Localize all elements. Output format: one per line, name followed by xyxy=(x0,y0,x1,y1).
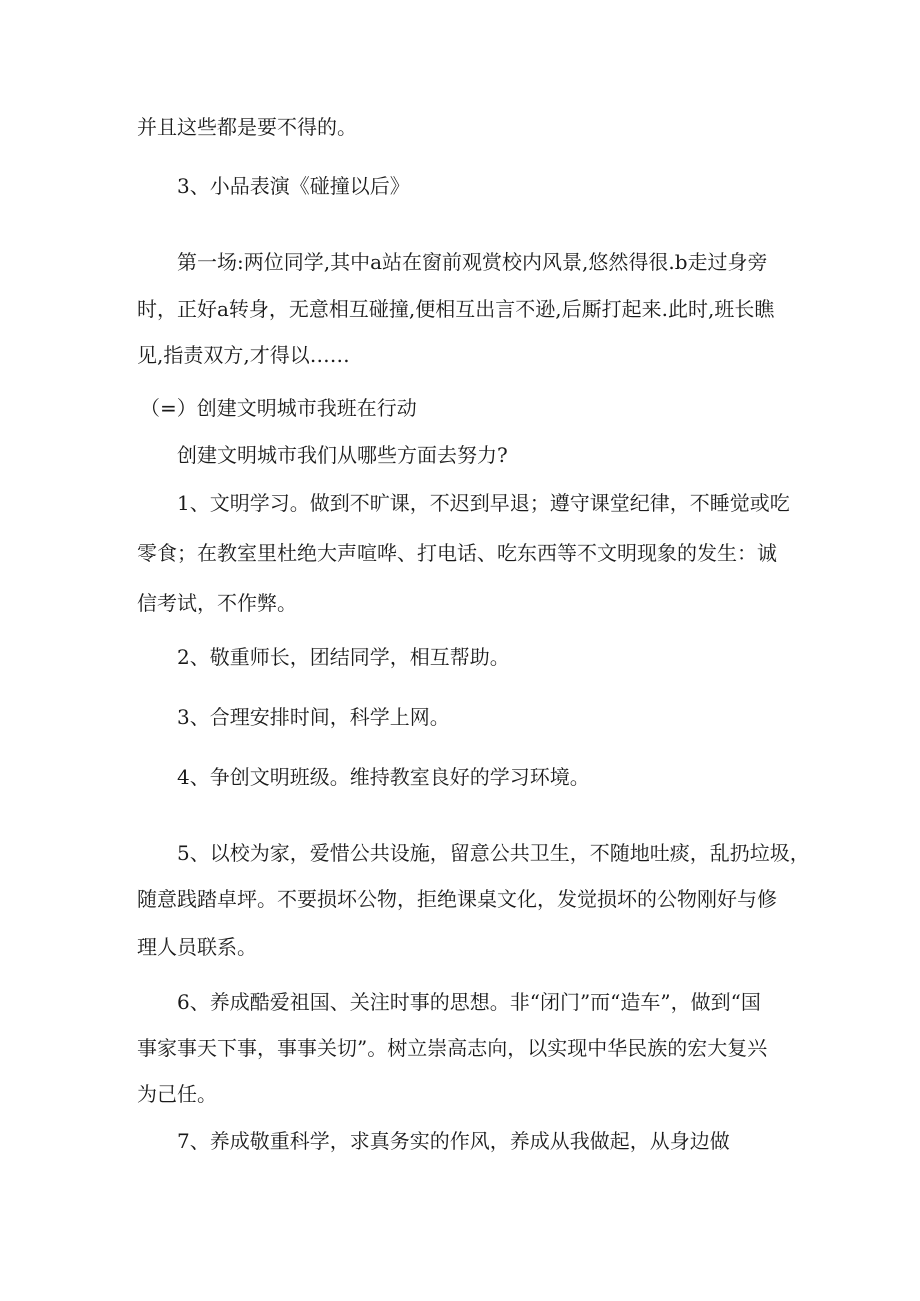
text-line: 见,指责双方,才得以…… xyxy=(137,343,350,367)
text-line: 4、争创文明班级。维持教室良好的学习环境。 xyxy=(177,765,590,789)
text-line: 5、以校为家，爱惜公共设施，留意公共卫生，不随地吐痰，乱扔垃圾， xyxy=(177,841,810,865)
text-line: 3、小品表演《碰撞以后》 xyxy=(177,174,410,198)
text-line: 创建文明城市我们从哪些方面去努力? xyxy=(177,443,508,467)
text-line: 7、养成敬重科学，求真务实的作风，养成从我做起，从身边做 xyxy=(177,1129,730,1153)
text-line: 第一场:两位同学,其中a站在窗前观赏校内风景,悠然得很.b走过身旁 xyxy=(177,250,768,274)
section-heading: （=）创建文明城市我班在行动 xyxy=(140,396,417,420)
text-line: 2、敬重师长，团结同学，相互帮助。 xyxy=(177,645,510,669)
text-line: 零食；在教室里杜绝大声喧哗、打电话、吃东西等不文明现象的发生：诚 xyxy=(137,541,777,565)
text-line: 随意践踏卓坪。不要损坏公物，拒绝课桌文化，发觉损坏的公物刚好与修 xyxy=(137,887,777,911)
text-line: 1、文明学习。做到不旷课，不迟到早退；遵守课堂纪律，不睡觉或吃 xyxy=(177,491,790,515)
text-line: 理人员联系。 xyxy=(137,935,257,959)
text-line: 信考试，不作弊。 xyxy=(137,591,297,615)
text-line: 为己任。 xyxy=(137,1082,217,1106)
text-line: 并且这些都是要不得的。 xyxy=(137,115,357,139)
text-line: 6、养成酷爱祖国、关注时事的思想。非“闭门”而“造车”，做到“国 xyxy=(177,990,761,1014)
text-line: 3、合理安排时间，科学上网。 xyxy=(177,705,450,729)
text-line: 时，正好a转身，无意相互碰撞,便相互出言不逊,后厮打起来.此时,班长瞧 xyxy=(137,297,775,321)
text-line: 事家事天下事，事事关切”。树立崇高志向，以实现中华民族的宏大复兴 xyxy=(137,1036,768,1060)
